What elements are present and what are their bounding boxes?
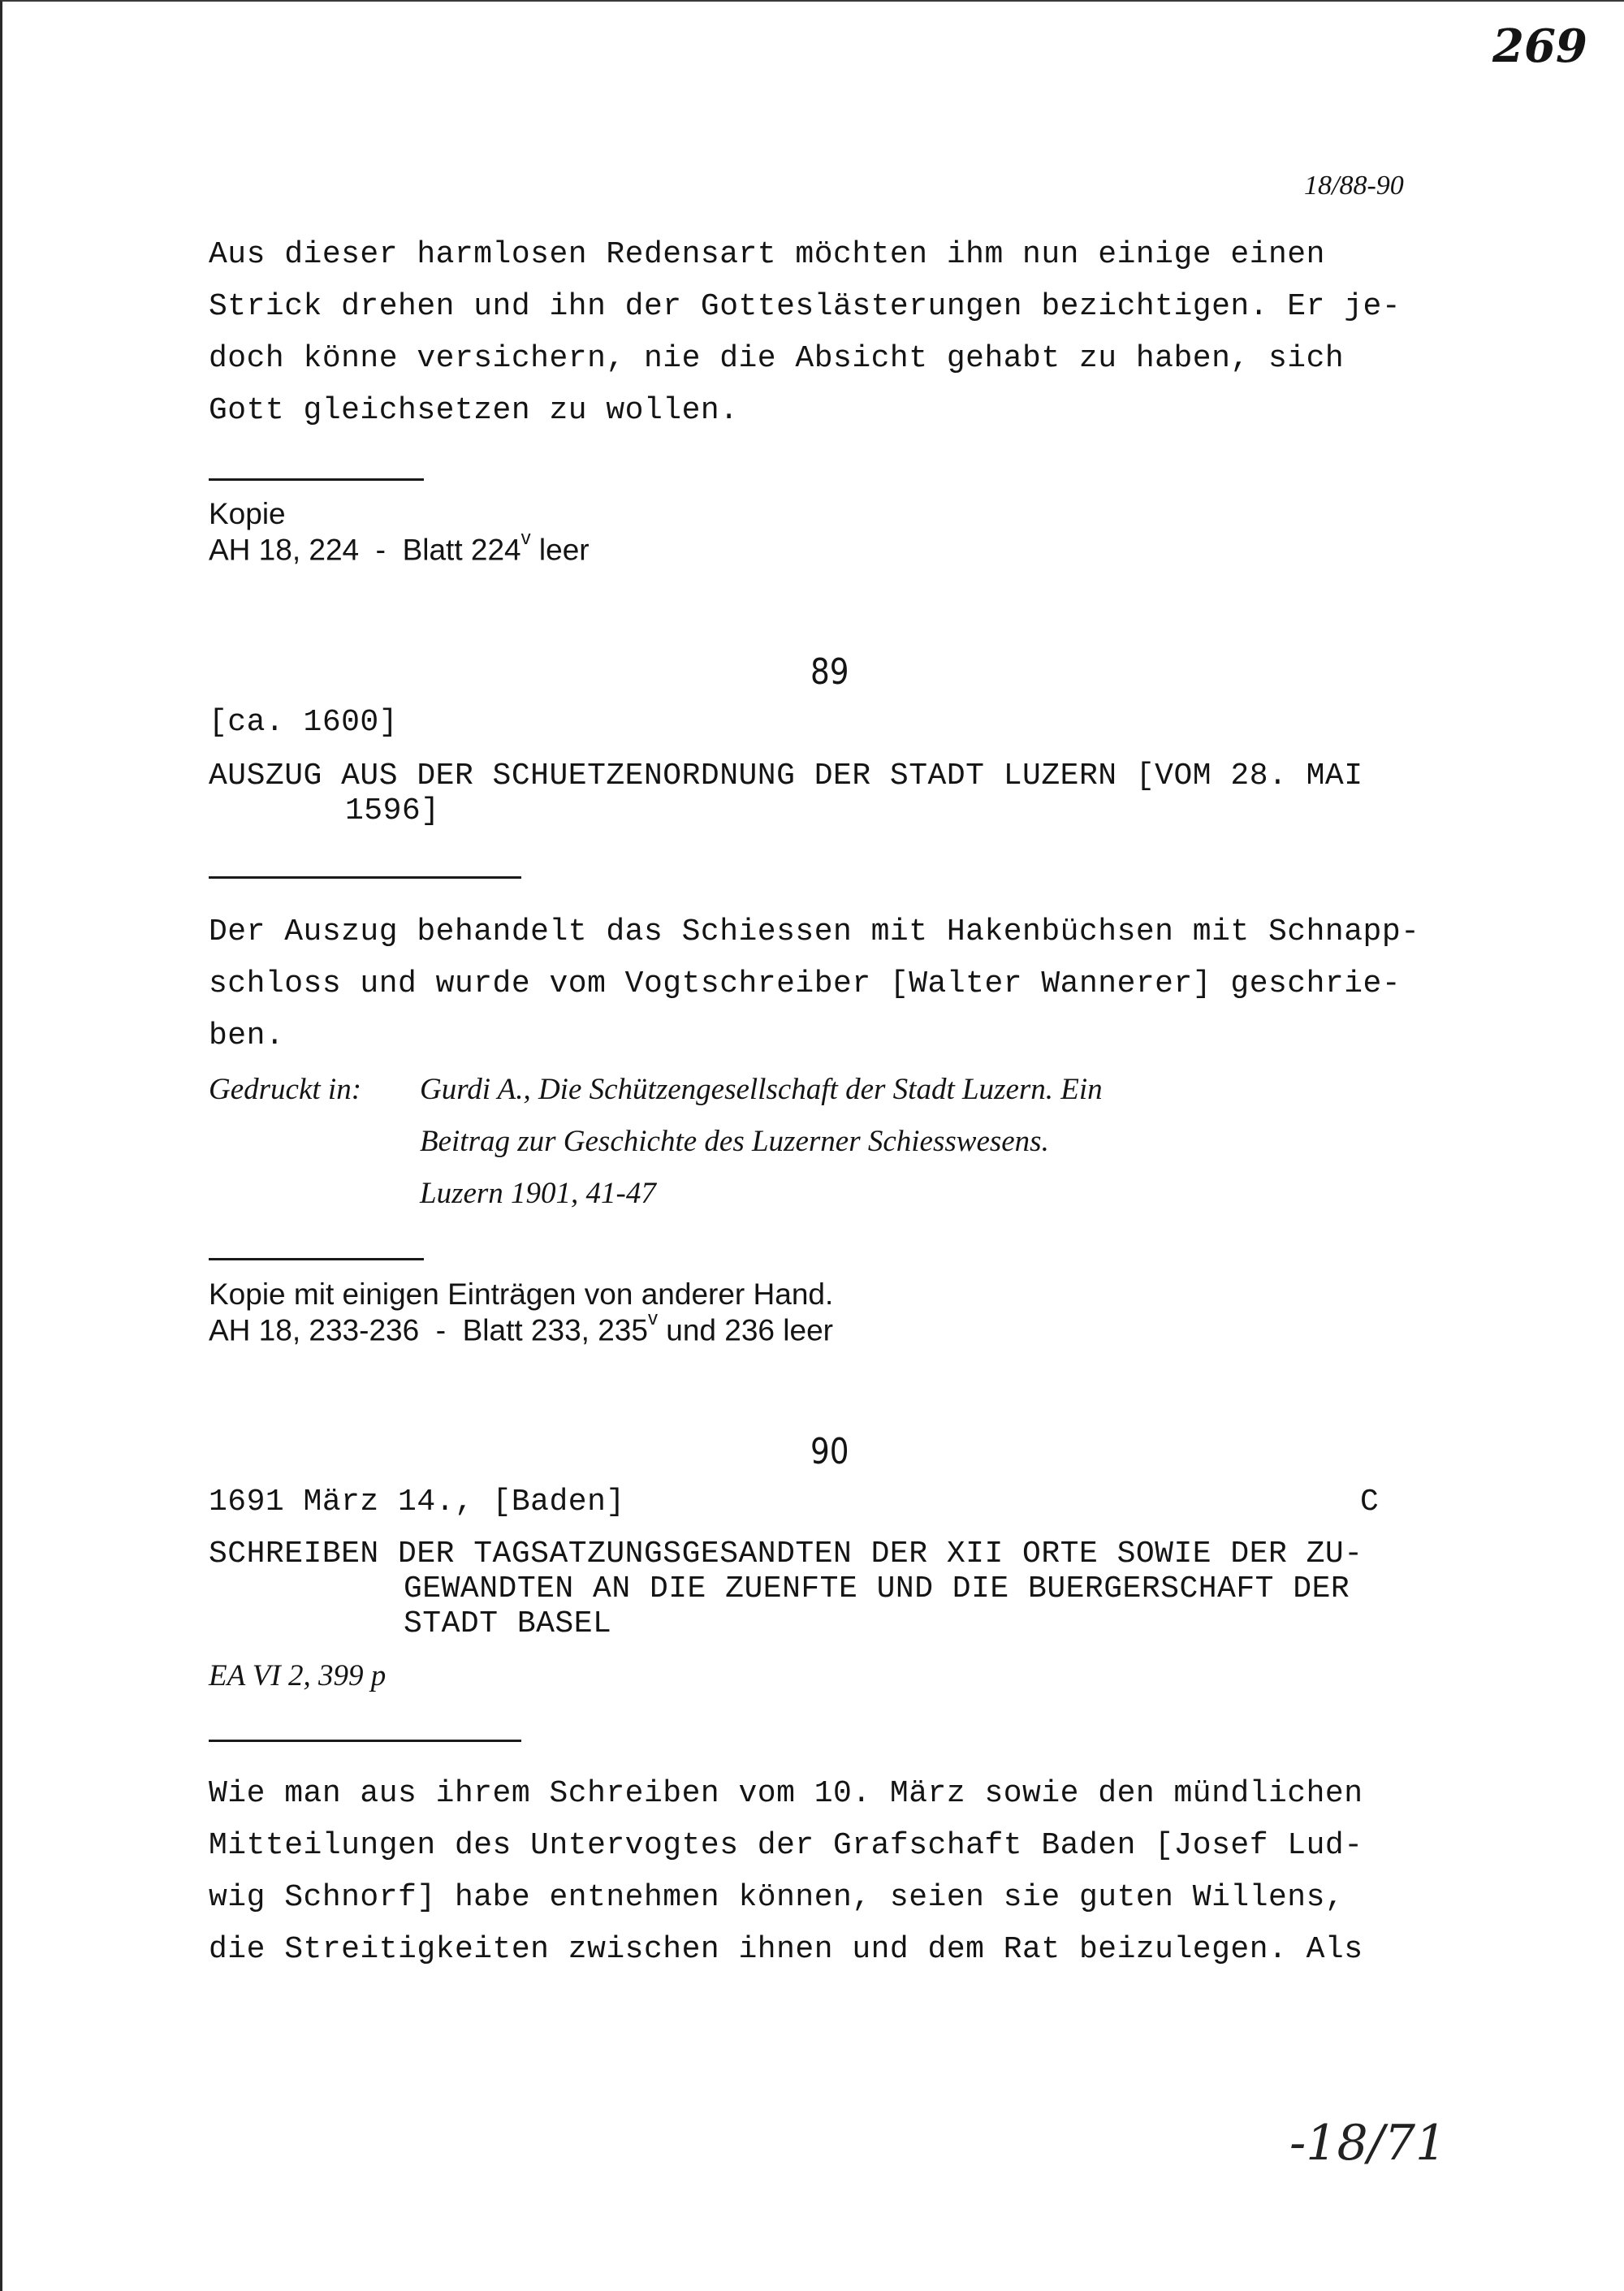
paragraph-line: wig Schnorf] habe entnehmen können, seien sie guten Willens, xyxy=(209,1880,1345,1915)
source-note: AH 18, 233-236 - Blatt 233, 235$^v$ und 236 leer xyxy=(209,1308,833,1347)
printed-reference: Beitrag zur Geschichte des Luzerner Schiesswesens. xyxy=(420,1125,1049,1158)
handwritten-page-number: 269 xyxy=(1492,19,1587,73)
paragraph-line: Strick drehen und ihn der Gotteslästerungen bezichtigen. Er je- xyxy=(209,289,1402,324)
paragraph-line: doch könne versichern, nie die Absicht gehabt zu haben, sich xyxy=(209,341,1345,376)
entry-date: 1691 März 14., [Baden] xyxy=(209,1485,625,1519)
section-divider xyxy=(209,1740,521,1742)
entry-date: [ca. 1600] xyxy=(209,705,399,740)
entry-title: 1596] xyxy=(345,793,440,828)
paragraph-line: Aus dieser harmlosen Redensart möchten ihm nun einige einen xyxy=(209,237,1325,272)
entry-title: GEWANDTEN AN DIE ZUENFTE UND DIE BUERGERSCHAFT DER xyxy=(404,1571,1350,1606)
paragraph-line: Mitteilungen des Untervogtes der Grafschaft Baden [Josef Lud- xyxy=(209,1828,1363,1863)
entry-marker: C xyxy=(1360,1485,1380,1519)
paragraph-line: die Streitigkeiten zwischen ihnen und dem Rat beizulegen. Als xyxy=(209,1932,1363,1967)
source-note: Kopie xyxy=(209,497,286,530)
source-note: AH 18, 224 - Blatt 224$^v$ leer xyxy=(209,527,590,567)
entry-title: AUSZUG AUS DER SCHUETZENORDNUNG DER STADT LUZERN [VOM 28. MAI xyxy=(209,759,1363,793)
entry-title: STADT BASEL xyxy=(404,1606,612,1641)
reference-number: 18/88-90 xyxy=(1304,171,1404,201)
paragraph-line: Wie man aus ihrem Schreiben vom 10. März sowie den mündlichen xyxy=(209,1776,1363,1811)
handwritten-footer-number: -18/71 xyxy=(1289,2115,1447,2172)
paragraph-line: schloss und wurde vom Vogtschreiber [Walter Wannerer] geschrie- xyxy=(209,966,1402,1001)
entry-number: 90 xyxy=(810,1431,849,1472)
entry-title: SCHREIBEN DER TAGSATZUNGSGESANDTEN DER XII ORTE SOWIE DER ZU- xyxy=(209,1537,1363,1571)
printed-reference: Gurdi A., Die Schützengesellschaft der Stadt Luzern. Ein xyxy=(420,1073,1103,1106)
paragraph-line: Der Auszug behandelt das Schiessen mit Hakenbüchsen mit Schnapp- xyxy=(209,914,1420,949)
source-note: Kopie mit einigen Einträgen von anderer Hand. xyxy=(209,1277,834,1311)
section-divider xyxy=(209,876,521,879)
section-divider xyxy=(209,478,424,481)
printed-label: Gedruckt in: xyxy=(209,1073,362,1106)
section-divider xyxy=(209,1258,424,1260)
paragraph-line: Gott gleichsetzen zu wollen. xyxy=(209,393,739,428)
paragraph-line: ben. xyxy=(209,1018,285,1053)
entry-reference: EA VI 2, 399 p xyxy=(209,1659,387,1692)
entry-number: 89 xyxy=(810,651,849,693)
printed-reference: Luzern 1901, 41-47 xyxy=(420,1177,656,1210)
